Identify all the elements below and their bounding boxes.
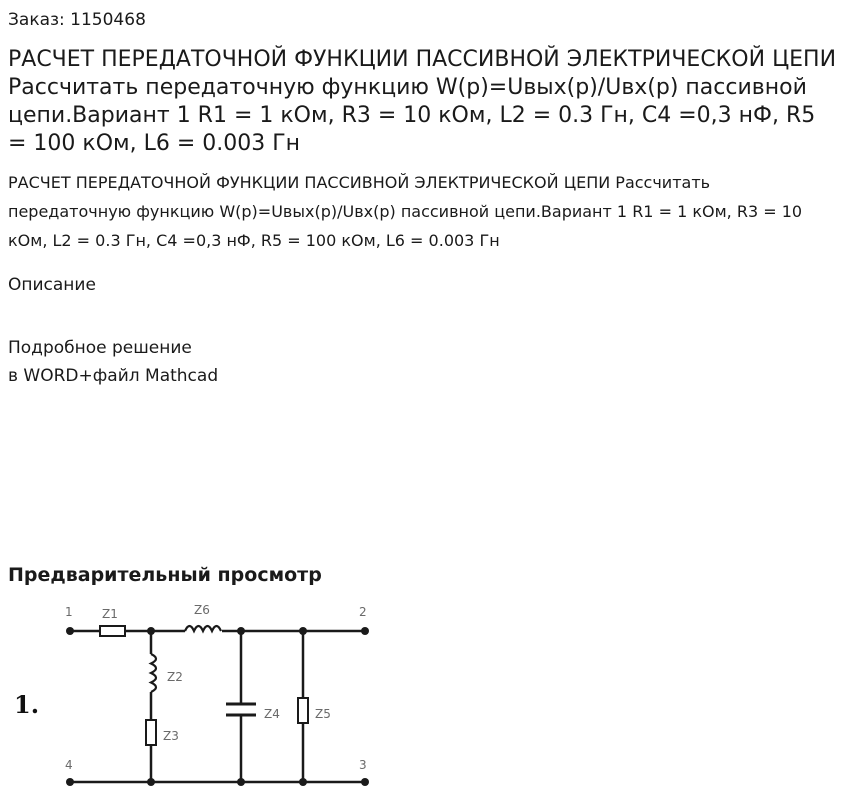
description-text bbox=[8, 334, 838, 390]
node-label-4: 4 bbox=[65, 758, 73, 772]
z1-resistor bbox=[100, 626, 125, 636]
junction-bottom-2 bbox=[237, 778, 245, 786]
z2-inductor bbox=[151, 654, 156, 692]
page-content bbox=[8, 8, 838, 390]
product-summary: РАСЧЕТ ПЕРЕДАТОЧНОЙ ФУНКЦИИ ПАССИВНОЙ ЭЛЕКТРИЧЕСКОЙ ЦЕПИ Рассчитать передаточную функцию W(p)=Uвых(p)/Uвх(p) пассивной цепи.Вариант 1 R1 = 1 кОм, R3 = 10 кОм, L2 = 0.3 Гн, C4 =0,3 нФ, R5 = 100 кОм, L6 = 0.003 Гн bbox=[8, 173, 803, 250]
z5-label: Z5 bbox=[315, 707, 331, 721]
description-line-1: Подробное решение bbox=[8, 338, 192, 358]
junction-bottom-1 bbox=[147, 778, 155, 786]
z3-resistor bbox=[146, 720, 156, 745]
z3-label: Z3 bbox=[163, 729, 179, 743]
junction-top-3 bbox=[299, 627, 307, 635]
description-line-2: в WORD+файл Mathcad bbox=[8, 366, 219, 386]
z2-label: Z2 bbox=[167, 670, 183, 684]
node-label-3: 3 bbox=[359, 758, 367, 772]
circuit-diagram bbox=[0, 594, 400, 803]
order-number: Заказ: 1150468 bbox=[8, 10, 146, 30]
z5-resistor bbox=[298, 698, 308, 723]
terminal-1 bbox=[66, 627, 74, 635]
circuit-preview-image bbox=[0, 594, 400, 803]
junction-top-2 bbox=[237, 627, 245, 635]
description-label: Описание bbox=[8, 275, 96, 295]
junction-bottom-3 bbox=[299, 778, 307, 786]
terminal-2 bbox=[361, 627, 369, 635]
z6-inductor bbox=[185, 626, 221, 631]
z4-label: Z4 bbox=[264, 707, 280, 721]
z1-label: Z1 bbox=[102, 607, 118, 621]
node-label-1: 1 bbox=[65, 605, 73, 619]
node-label-2: 2 bbox=[359, 605, 367, 619]
preview-title: Предварительный просмотр bbox=[8, 564, 322, 586]
junction-top-1 bbox=[147, 627, 155, 635]
terminal-3 bbox=[361, 778, 369, 786]
z6-label: Z6 bbox=[194, 603, 210, 617]
page-title: РАСЧЕТ ПЕРЕДАТОЧНОЙ ФУНКЦИИ ПАССИВНОЙ ЭЛЕКТРИЧЕСКОЙ ЦЕПИ Рассчитать передаточную функцию W(p)=Uвых(p)/Uвх(p) пассивной цепи.Вариант 1 R1 = 1 кОм, R3 = 10 кОм, L2 = 0.3 Гн, C4 =0,3 нФ, R5 = 100 кОм, L6 = 0.003 Гн bbox=[8, 47, 837, 156]
terminal-4 bbox=[66, 778, 74, 786]
variant-number: 1. bbox=[14, 690, 40, 719]
